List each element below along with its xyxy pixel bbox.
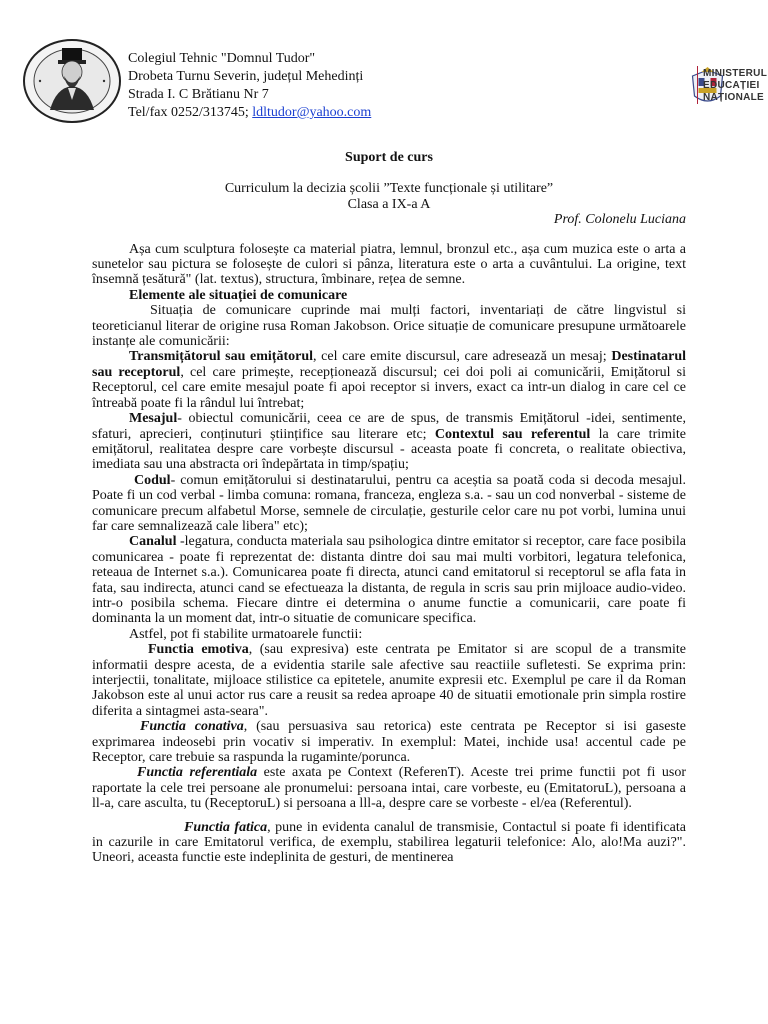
ministry-line-2: EDUCAȚIEI <box>703 80 760 91</box>
paragraph-emitator <box>92 349 686 411</box>
text-context: la care trimite emițătorul, realitatea despre care vorbește discursul - aceasta poate fi concreta, o realitate obiectiva, imediata sau una abstracta ori îndepărtata in timp/spațiu; <box>92 426 687 473</box>
email-link[interactable]: ldltudor@yahoo.com <box>252 105 372 120</box>
paragraph-emotiva <box>92 642 686 719</box>
ministry-name <box>703 68 767 104</box>
section-heading <box>92 288 686 303</box>
term-cod: Codul <box>134 472 171 488</box>
section-heading-text: Elemente ale situației de comunicare <box>129 287 348 303</box>
term-receptor: Destinatarul sau receptorul <box>92 349 687 380</box>
school-name: Colegiul Tehnic "Domnul Tudor" <box>128 51 316 66</box>
text-canal: -legatura, conducta materiala sau psihologica dintre emitator si receptor, care face posibila comunicarea - poate fi reprezentat de: distanta dintre doi sau mai multi vorbitori, legatura telefonica, reteaua de Internet s.a.). Comunicarea poate fi directa, atunci cand emitatorul si receptorul se afla fata in fata, sau indirecta, atunci cand se efectueaza la distanta, de regula in scris sau prin mijloace audio-video. intr-o posibila schema. Fiecare dintre ei determina o anume functie a comunicarii, care poate fi dominanta la un moment dat, intr-o situatie de comunicare specifica. <box>92 534 686 627</box>
paragraph-mesaj <box>92 411 686 473</box>
term-fatica: Functia fatica <box>184 819 268 835</box>
paragraph-intro: Așa cum sculptura folosește ca material piatra, lemnul, bronzul etc., așa cum muzica este o arta a sunetelor sau pictura se folosește de culori si pânza, literatura este o arta a cuvântului. La origine, text însemnă țesătură" (lat. textus), structura, îmbinare, rețea de semne. <box>92 241 686 288</box>
address-city: Drobeta Turnu Severin, județul Mehedinți <box>128 69 364 84</box>
paragraph-conativa <box>92 719 686 765</box>
text-conativa: , (sau persuasiva sau retorica) este centrata pe Receptor si isi gaseste exprimarea indeosebi prin vocativ si imperativ. In exemplul: Matei, inchide usa! accentul cade pe Receptor, care trebuie sa raspunda la rugaminte/porunca. <box>92 719 686 766</box>
text-cod: - comun emițătorului si destinatarului, pentru ca aceștia sa poată coda si decoda mesajul. Poate fi un cod verbal - limba comuna: romana, franceza, engleza s.a. - sau un cod nonverbal - sisteme de comunicare precum alfabetul Morse, semnele de circulație, gesturile celor care nu pot vorbi, lumina unui far care semnalizează cale libera" etc); <box>92 472 686 534</box>
phone-fax: Tel/fax 0252/313745; <box>128 105 253 120</box>
document-body <box>92 150 686 866</box>
document-title: Suport de curs <box>345 150 433 165</box>
letterhead <box>0 0 768 140</box>
paragraph-cod <box>92 473 686 535</box>
contact-line <box>128 104 371 122</box>
paragraph-situation: Situația de comunicare cuprinde mai mulți factori, inventariați de către lingvistul si teoreticianul literar de origine rusa Roman Jakobson. Orice situație de comunicare presupune următoarele instanțe ale comunicării: <box>92 303 686 350</box>
text-emotiva: , (sau expresiva) este centrata pe Emitator si are scopul de a transmite informatii despre acesta, de a evidentia starile sale afective sau reactiile sufletesti. Se exprima prin: interjectii, tonalitate, mijloace stilistice ca epitetele, anumite expresii etc. Exemplul pe care il da Roman Jakobson este al unui actor rus care a reusit sa redea aproape 40 de situatii emotionale prin simpla rostire diferita a sintagmei asta-seara". <box>92 642 686 719</box>
ministry-line-3: NAȚIONALE <box>703 92 765 103</box>
author-line: Prof. Colonelu Luciana <box>553 212 686 228</box>
document-subtitle: Curriculum la decizia școlii ”Texte funcționale și utilitare” <box>224 181 554 197</box>
text-referentiala: este axata pe Context (ReferenT). Aceste trei prime functii pot fi usor raportate la cele trei persoane ale pronumelui: persoana intai, care vorbeste, eu (EmitatoruL), persoana a ll-a, care asculta, tu (ReceptoruL) si persoana a lll-a, despre care se vorbeste - el/ea (Referentul). <box>92 765 687 812</box>
paragraph-canal <box>92 534 686 626</box>
text-fatica: , pune in evidenta canalul de transmisie, Contactul si poate fi identificata in cazurile in care Emitatorul verifica, de exemplu, stabilirea legaturii telefonice: Alo, alo!Ma auzi?". Uneori, aceasta functie este indeplinita de gesturi, de mentinerea <box>92 819 687 866</box>
term-context: Contextul sau referentul <box>434 426 591 442</box>
term-referentiala: Functia referentiala <box>137 765 258 781</box>
paragraph-astfel: Astfel, pot fi stabilite urmatoarele functii: <box>129 626 363 642</box>
text-receptor: , cel care primește, recepționează discursul; cei doi poli ai comunicării, Emițătorul si Receptorul, cel care emite mesajul poate fi apoi receptor si invers, exact ca intr-un dialog in care cel ce întreabă poate fi la rândul lui întrebat; <box>92 364 686 411</box>
term-emotiva: Functia emotiva <box>148 642 249 658</box>
paragraph-fatica <box>92 820 686 866</box>
term-emitator: Transmițătorul sau emițătorul <box>129 349 314 365</box>
ministry-line-1: MINISTERUL <box>703 68 768 79</box>
term-canal: Canalul <box>129 534 177 550</box>
text-mesaj: - obiectul comunicării, ceea ce are de spus, de transmis Emițătorul -idei, sentimente, sfaturi, aprecieri, conținuturi științifice sau literare etc; <box>92 411 686 442</box>
paragraph-referentiala <box>92 765 686 811</box>
ministry-separator <box>697 66 698 104</box>
school-seal-logo <box>20 38 124 124</box>
term-conativa: Functia conativa <box>140 719 244 735</box>
term-mesaj: Mesajul <box>129 411 178 427</box>
text-emitator: , cel care emite discursul, care adresează un mesaj; <box>313 349 607 365</box>
class-line: Clasa a IX-a A <box>347 196 431 212</box>
address-street: Strada I. C Brătianu Nr 7 <box>128 87 269 102</box>
school-contact-block <box>128 50 371 122</box>
